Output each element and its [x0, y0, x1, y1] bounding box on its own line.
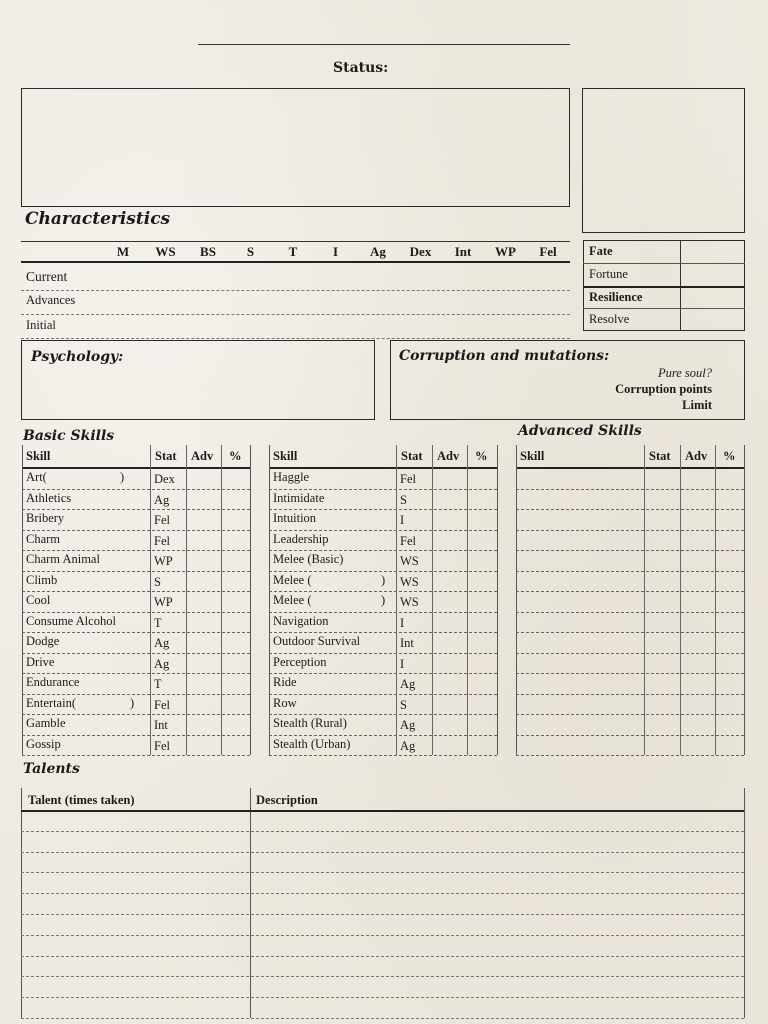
basic-left-skill-stat: Fel [154, 533, 170, 548]
advanced-adv-cell[interactable] [681, 715, 714, 733]
talent-name-input[interactable] [23, 874, 248, 892]
advanced-skill-input[interactable] [518, 736, 642, 754]
basic-right-skill-close: ) [381, 593, 386, 607]
basic-left-skill-name: Charm Animal [26, 552, 100, 566]
basic-left-skill-stat: Ag [154, 656, 170, 671]
basic-left-skill-stat: Fel [154, 513, 170, 527]
basic-left-skill-stat: Dex [154, 472, 175, 486]
basic-right-adv-cell[interactable] [433, 736, 466, 754]
advanced-skills-title: Advanced Skills [518, 423, 642, 439]
basic-right-adv-cell[interactable] [433, 654, 466, 672]
basic-left-col-line [221, 445, 222, 755]
advanced-col-line [516, 445, 517, 755]
advanced-skill-input[interactable] [518, 715, 642, 733]
basic-right-adv-cell[interactable] [433, 572, 466, 590]
basic-right-skill-stat: S [400, 697, 407, 712]
talent-description-input[interactable] [252, 895, 742, 913]
name-line[interactable] [198, 44, 570, 45]
basic-left-adv-cell[interactable] [187, 633, 220, 651]
basic-right-skill-stat: Ag [400, 738, 416, 753]
advanced-skill-input[interactable] [518, 469, 642, 487]
talents-row-line [21, 1018, 744, 1019]
basic-left-col-line [22, 445, 23, 755]
portrait-box[interactable] [582, 88, 745, 233]
basic-right-specialisation-input[interactable] [299, 592, 381, 610]
advanced-adv-cell[interactable] [681, 613, 714, 631]
advanced-adv-cell[interactable] [681, 736, 714, 754]
basic-left-hdr-stat: Stat [155, 449, 177, 463]
advanced-adv-cell[interactable] [681, 469, 714, 487]
basic-right-skill-name: Navigation [273, 613, 329, 628]
basic-right-adv-cell[interactable] [433, 715, 466, 733]
fate-value-resilience[interactable] [682, 287, 743, 308]
basic-right-skill-stat: Int [400, 636, 414, 650]
char-cell-current-dex[interactable] [400, 270, 442, 290]
basic-right-skill-name: Melee (Basic) [273, 552, 344, 566]
basic-right-skill-name: Melee ( [273, 593, 312, 607]
basic-right-skill-stat: Ag [400, 718, 416, 732]
advanced-hdr-skill: Skill [520, 449, 545, 463]
pure-soul-label: Pure soul? [657, 366, 712, 380]
advanced-skill-input[interactable] [518, 654, 642, 672]
basic-left-adv-cell[interactable] [187, 674, 220, 692]
talent-name-input[interactable] [23, 937, 248, 955]
corruption-label: Corruption and mutations: [399, 348, 610, 364]
advanced-adv-cell[interactable] [681, 531, 714, 549]
basic-right-adv-cell[interactable] [433, 674, 466, 692]
basic-right-skill-stat: WS [400, 574, 419, 589]
char-cell-advances-fel[interactable] [527, 294, 569, 314]
char-col-fel: Fel [539, 244, 557, 259]
talents-right-border [744, 788, 745, 1018]
talents-row-line [21, 831, 744, 832]
char-header-rule [21, 261, 570, 263]
talent-name-input[interactable] [23, 978, 248, 996]
talent-description-input[interactable] [252, 812, 742, 830]
basic-right-skill-name: Melee ( [273, 572, 312, 587]
basic-right-skill-stat: WS [400, 554, 419, 568]
basic-right-adv-cell[interactable] [433, 469, 466, 487]
basic-left-skill-stat: WP [154, 554, 173, 568]
talent-description-input[interactable] [252, 916, 742, 934]
char-cell-initial-i[interactable] [315, 318, 357, 338]
talents-row-line [21, 976, 744, 977]
char-cell-advances-dex[interactable] [400, 294, 442, 314]
corruption-points-label: Corruption points [615, 382, 712, 396]
char-cell-initial-t[interactable] [272, 318, 314, 338]
char-row-current: Current [26, 269, 68, 284]
basic-left-skill-name: Entertain( [26, 695, 76, 710]
basic-left-hdr-pct: % [229, 449, 242, 463]
basic-left-skill-name: Dodge [26, 634, 60, 648]
advanced-hdr-stat: Stat [649, 449, 671, 463]
char-row-line [21, 290, 570, 291]
char-col-s: S [246, 244, 255, 259]
basic-left-specialisation-input[interactable] [52, 695, 130, 713]
basic-left-col-line [150, 445, 151, 755]
basic-left-adv-cell[interactable] [187, 510, 220, 528]
advanced-hdr-pct: % [723, 449, 736, 463]
basic-left-skill-name: Gossip [26, 736, 61, 751]
char-cell-initial-wp[interactable] [485, 318, 527, 338]
basic-right-skill-stat: WS [400, 595, 419, 609]
advanced-skill-input[interactable] [518, 531, 642, 549]
advanced-skill-input[interactable] [518, 551, 642, 569]
basic-left-skill-name: Charm [26, 531, 61, 546]
char-cell-current-s[interactable] [230, 270, 272, 290]
talent-name-input[interactable] [23, 833, 248, 851]
char-cell-current-int[interactable] [442, 270, 484, 290]
char-cell-initial-bs[interactable] [187, 318, 229, 338]
basic-left-skill-stat: Ag [154, 492, 170, 507]
char-cell-advances-s[interactable] [230, 294, 272, 314]
char-cell-initial-s[interactable] [230, 318, 272, 338]
basic-right-skill-name: Haggle [273, 470, 310, 484]
basic-right-skill-name: Stealth (Rural) [273, 716, 347, 730]
psychology-label: Psychology: [31, 349, 124, 365]
basic-right-skill-name: Stealth (Urban) [273, 736, 351, 751]
advanced-skill-input[interactable] [518, 510, 642, 528]
basic-left-skill-stat: T [154, 615, 162, 630]
advanced-col-line [644, 445, 645, 755]
basic-left-skill-name: Gamble [26, 716, 66, 730]
advanced-adv-cell[interactable] [681, 654, 714, 672]
char-cell-advances-m[interactable] [102, 294, 144, 314]
talent-description-input[interactable] [252, 937, 742, 955]
talents-row-line [21, 872, 744, 873]
basic-right-hdr-skill: Skill [273, 449, 298, 463]
basic-left-adv-cell[interactable] [187, 572, 220, 590]
basic-right-adv-cell[interactable] [433, 551, 466, 569]
basic-right-col-line [497, 445, 498, 755]
basic-left-skill-stat: WP [154, 595, 173, 609]
talent-description-input[interactable] [252, 854, 742, 872]
char-col-m: M [116, 244, 130, 259]
char-cell-advances-bs[interactable] [187, 294, 229, 314]
characteristics-title: Characteristics [25, 209, 171, 229]
char-col-t: T [288, 244, 298, 259]
talents-col-talent: Talent (times taken) [28, 793, 135, 807]
talent-name-input[interactable] [23, 895, 248, 913]
basic-left-skill-stat: Fel [154, 738, 170, 753]
basic-right-skill-name: Outdoor Survival [273, 634, 361, 648]
basic-left-skill-stat: T [154, 677, 162, 691]
basic-left-adv-cell[interactable] [187, 551, 220, 569]
talents-left-border [21, 788, 22, 1018]
fate-label-resilience: Resilience [589, 289, 643, 304]
talent-description-input[interactable] [252, 999, 742, 1017]
advanced-adv-cell[interactable] [681, 633, 714, 651]
basic-left-adv-cell[interactable] [187, 469, 220, 487]
basic-right-row-line [269, 755, 497, 756]
basic-right-skill-stat: Ag [400, 677, 416, 691]
talent-name-input[interactable] [23, 916, 248, 934]
char-cell-advances-ws[interactable] [145, 294, 187, 314]
basic-right-skill-name: Row [273, 695, 297, 710]
char-cell-advances-t[interactable] [272, 294, 314, 314]
basic-right-adv-cell[interactable] [433, 592, 466, 610]
fate-row-line [583, 286, 745, 288]
advanced-adv-cell[interactable] [681, 674, 714, 692]
advanced-skill-input[interactable] [518, 572, 642, 590]
char-col-ws: WS [155, 244, 176, 259]
basic-left-skill-stat: Int [154, 718, 168, 732]
basic-left-hdr-adv: Adv [191, 449, 214, 463]
basic-right-adv-cell[interactable] [433, 531, 466, 549]
basic-left-skill-name: Cool [26, 593, 51, 607]
basic-left-skill-name: Drive [26, 654, 55, 669]
char-col-dex: Dex [409, 244, 432, 259]
char-col-ag: Ag [370, 244, 386, 259]
talent-description-input[interactable] [252, 958, 742, 976]
basic-left-skill-name: Bribery [26, 511, 65, 525]
basic-left-specialisation-input[interactable] [52, 469, 120, 487]
talent-name-input[interactable] [23, 854, 248, 872]
char-top-line [21, 241, 570, 242]
fate-label-fortune: Fortune [589, 266, 628, 281]
basic-right-skill-close: ) [381, 572, 386, 587]
basic-right-hdr-adv: Adv [437, 449, 460, 463]
basic-right-skill-name: Leadership [273, 531, 329, 546]
char-cell-initial-int[interactable] [442, 318, 484, 338]
basic-left-skill-close: ) [130, 695, 135, 710]
talents-mid-border [250, 788, 251, 1018]
fate-value-fortune[interactable] [682, 264, 743, 285]
basic-left-skill-stat: S [154, 574, 161, 589]
basic-left-skill-close: ) [120, 470, 125, 484]
basic-left-row-line [22, 755, 250, 756]
talents-row-line [21, 893, 744, 894]
advanced-skill-input[interactable] [518, 633, 642, 651]
char-cell-current-i[interactable] [315, 270, 357, 290]
advanced-skill-input[interactable] [518, 490, 642, 508]
basic-left-skill-name: Consume Alcohol [26, 613, 116, 628]
advanced-hdr-adv: Adv [685, 449, 708, 463]
advanced-adv-cell[interactable] [681, 572, 714, 590]
char-row-initial: Initial [26, 318, 56, 332]
char-cell-current-ag[interactable] [357, 270, 399, 290]
basic-right-adv-cell[interactable] [433, 510, 466, 528]
basic-right-skill-stat: I [400, 513, 405, 527]
basic-left-adv-cell[interactable] [187, 490, 220, 508]
basic-left-adv-cell[interactable] [187, 592, 220, 610]
char-cell-initial-m[interactable] [102, 318, 144, 338]
basic-left-adv-cell[interactable] [187, 695, 220, 713]
char-col-i: I [332, 244, 339, 259]
basic-right-hdr-stat: Stat [401, 449, 423, 463]
fate-row-line [583, 308, 745, 309]
status-label: Status: [333, 60, 389, 76]
char-cell-initial-ws[interactable] [145, 318, 187, 338]
advanced-skill-input[interactable] [518, 613, 642, 631]
basic-right-skill-name: Perception [273, 654, 327, 669]
char-cell-current-t[interactable] [272, 270, 314, 290]
basic-right-skill-name: Ride [273, 675, 297, 689]
basic-right-adv-cell[interactable] [433, 490, 466, 508]
talents-row-line [21, 914, 744, 915]
advanced-skill-input[interactable] [518, 695, 642, 713]
basic-left-hdr-skill: Skill [26, 449, 51, 463]
fate-label-resolve: Resolve [589, 312, 630, 327]
char-col-wp: WP [495, 244, 516, 259]
basic-skills-title: Basic Skills [23, 428, 115, 444]
advanced-adv-cell[interactable] [681, 695, 714, 713]
talent-name-input[interactable] [23, 812, 248, 830]
basic-left-skill-stat: Fel [154, 697, 170, 712]
corruption-limit-label: Limit [682, 398, 712, 412]
advanced-adv-cell[interactable] [681, 490, 714, 508]
char-cell-current-m[interactable] [102, 270, 144, 290]
basic-right-skill-name: Intuition [273, 511, 317, 525]
talents-row-line [21, 956, 744, 957]
basic-left-skill-name: Endurance [26, 675, 80, 689]
fate-value-fate[interactable] [682, 241, 743, 262]
basic-right-skill-stat: Fel [400, 533, 416, 548]
basic-left-adv-cell[interactable] [187, 654, 220, 672]
char-cell-current-ws[interactable] [145, 270, 187, 290]
basic-left-adv-cell[interactable] [187, 613, 220, 631]
talents-row-line [21, 997, 744, 998]
char-col-int: Int [454, 244, 472, 259]
basic-right-col-line [396, 445, 397, 755]
fate-label-fate: Fate [589, 244, 613, 258]
basic-left-adv-cell[interactable] [187, 715, 220, 733]
basic-left-adv-cell[interactable] [187, 531, 220, 549]
char-cell-current-wp[interactable] [485, 270, 527, 290]
talents-row-line [21, 935, 744, 936]
basic-left-skill-name: Climb [26, 572, 58, 587]
basic-right-adv-cell[interactable] [433, 613, 466, 631]
char-cell-advances-i[interactable] [315, 294, 357, 314]
char-cell-current-fel[interactable] [527, 270, 569, 290]
char-cell-initial-fel[interactable] [527, 318, 569, 338]
talents-title: Talents [23, 761, 80, 777]
char-cell-initial-ag[interactable] [357, 318, 399, 338]
basic-right-skill-name: Intimidate [273, 490, 325, 505]
char-cell-advances-ag[interactable] [357, 294, 399, 314]
basic-left-col-line [250, 445, 251, 755]
talent-description-input[interactable] [252, 978, 742, 996]
basic-right-col-line [467, 445, 468, 755]
char-row-line [21, 314, 570, 315]
basic-right-adv-cell[interactable] [433, 695, 466, 713]
basic-left-skill-stat: Ag [154, 636, 170, 650]
char-row-line [21, 338, 570, 339]
basic-left-adv-cell[interactable] [187, 736, 220, 754]
char-col-bs: BS [200, 244, 216, 259]
char-cell-advances-int[interactable] [442, 294, 484, 314]
basic-right-col-line [269, 445, 270, 755]
talent-name-input[interactable] [23, 958, 248, 976]
char-row-advances: Advances [26, 293, 76, 307]
basic-left-skill-name: Art( [26, 470, 47, 484]
talent-description-input[interactable] [252, 833, 742, 851]
advanced-adv-cell[interactable] [681, 510, 714, 528]
basic-right-skill-stat: Fel [400, 472, 416, 486]
advanced-skill-input[interactable] [518, 592, 642, 610]
basic-right-skill-stat: I [400, 615, 405, 630]
advanced-skill-input[interactable] [518, 674, 642, 692]
advanced-row-line [516, 755, 744, 756]
char-cell-current-bs[interactable] [187, 270, 229, 290]
talents-col-description: Description [256, 793, 318, 807]
char-cell-initial-dex[interactable] [400, 318, 442, 338]
basic-right-adv-cell[interactable] [433, 633, 466, 651]
talent-description-input[interactable] [252, 874, 742, 892]
advanced-col-line [744, 445, 745, 755]
talents-row-line [21, 852, 744, 853]
fate-value-resolve[interactable] [682, 309, 743, 330]
advanced-col-line [715, 445, 716, 755]
talent-name-input[interactable] [23, 999, 248, 1017]
basic-right-skill-stat: I [400, 656, 405, 671]
advanced-adv-cell[interactable] [681, 551, 714, 569]
basic-right-specialisation-input[interactable] [299, 572, 381, 590]
advanced-adv-cell[interactable] [681, 592, 714, 610]
basic-right-skill-stat: S [400, 492, 407, 507]
fate-row-line [583, 263, 745, 264]
notes-box[interactable] [21, 88, 570, 207]
char-cell-advances-wp[interactable] [485, 294, 527, 314]
basic-right-hdr-pct: % [475, 449, 488, 463]
basic-left-skill-name: Athletics [26, 490, 72, 505]
